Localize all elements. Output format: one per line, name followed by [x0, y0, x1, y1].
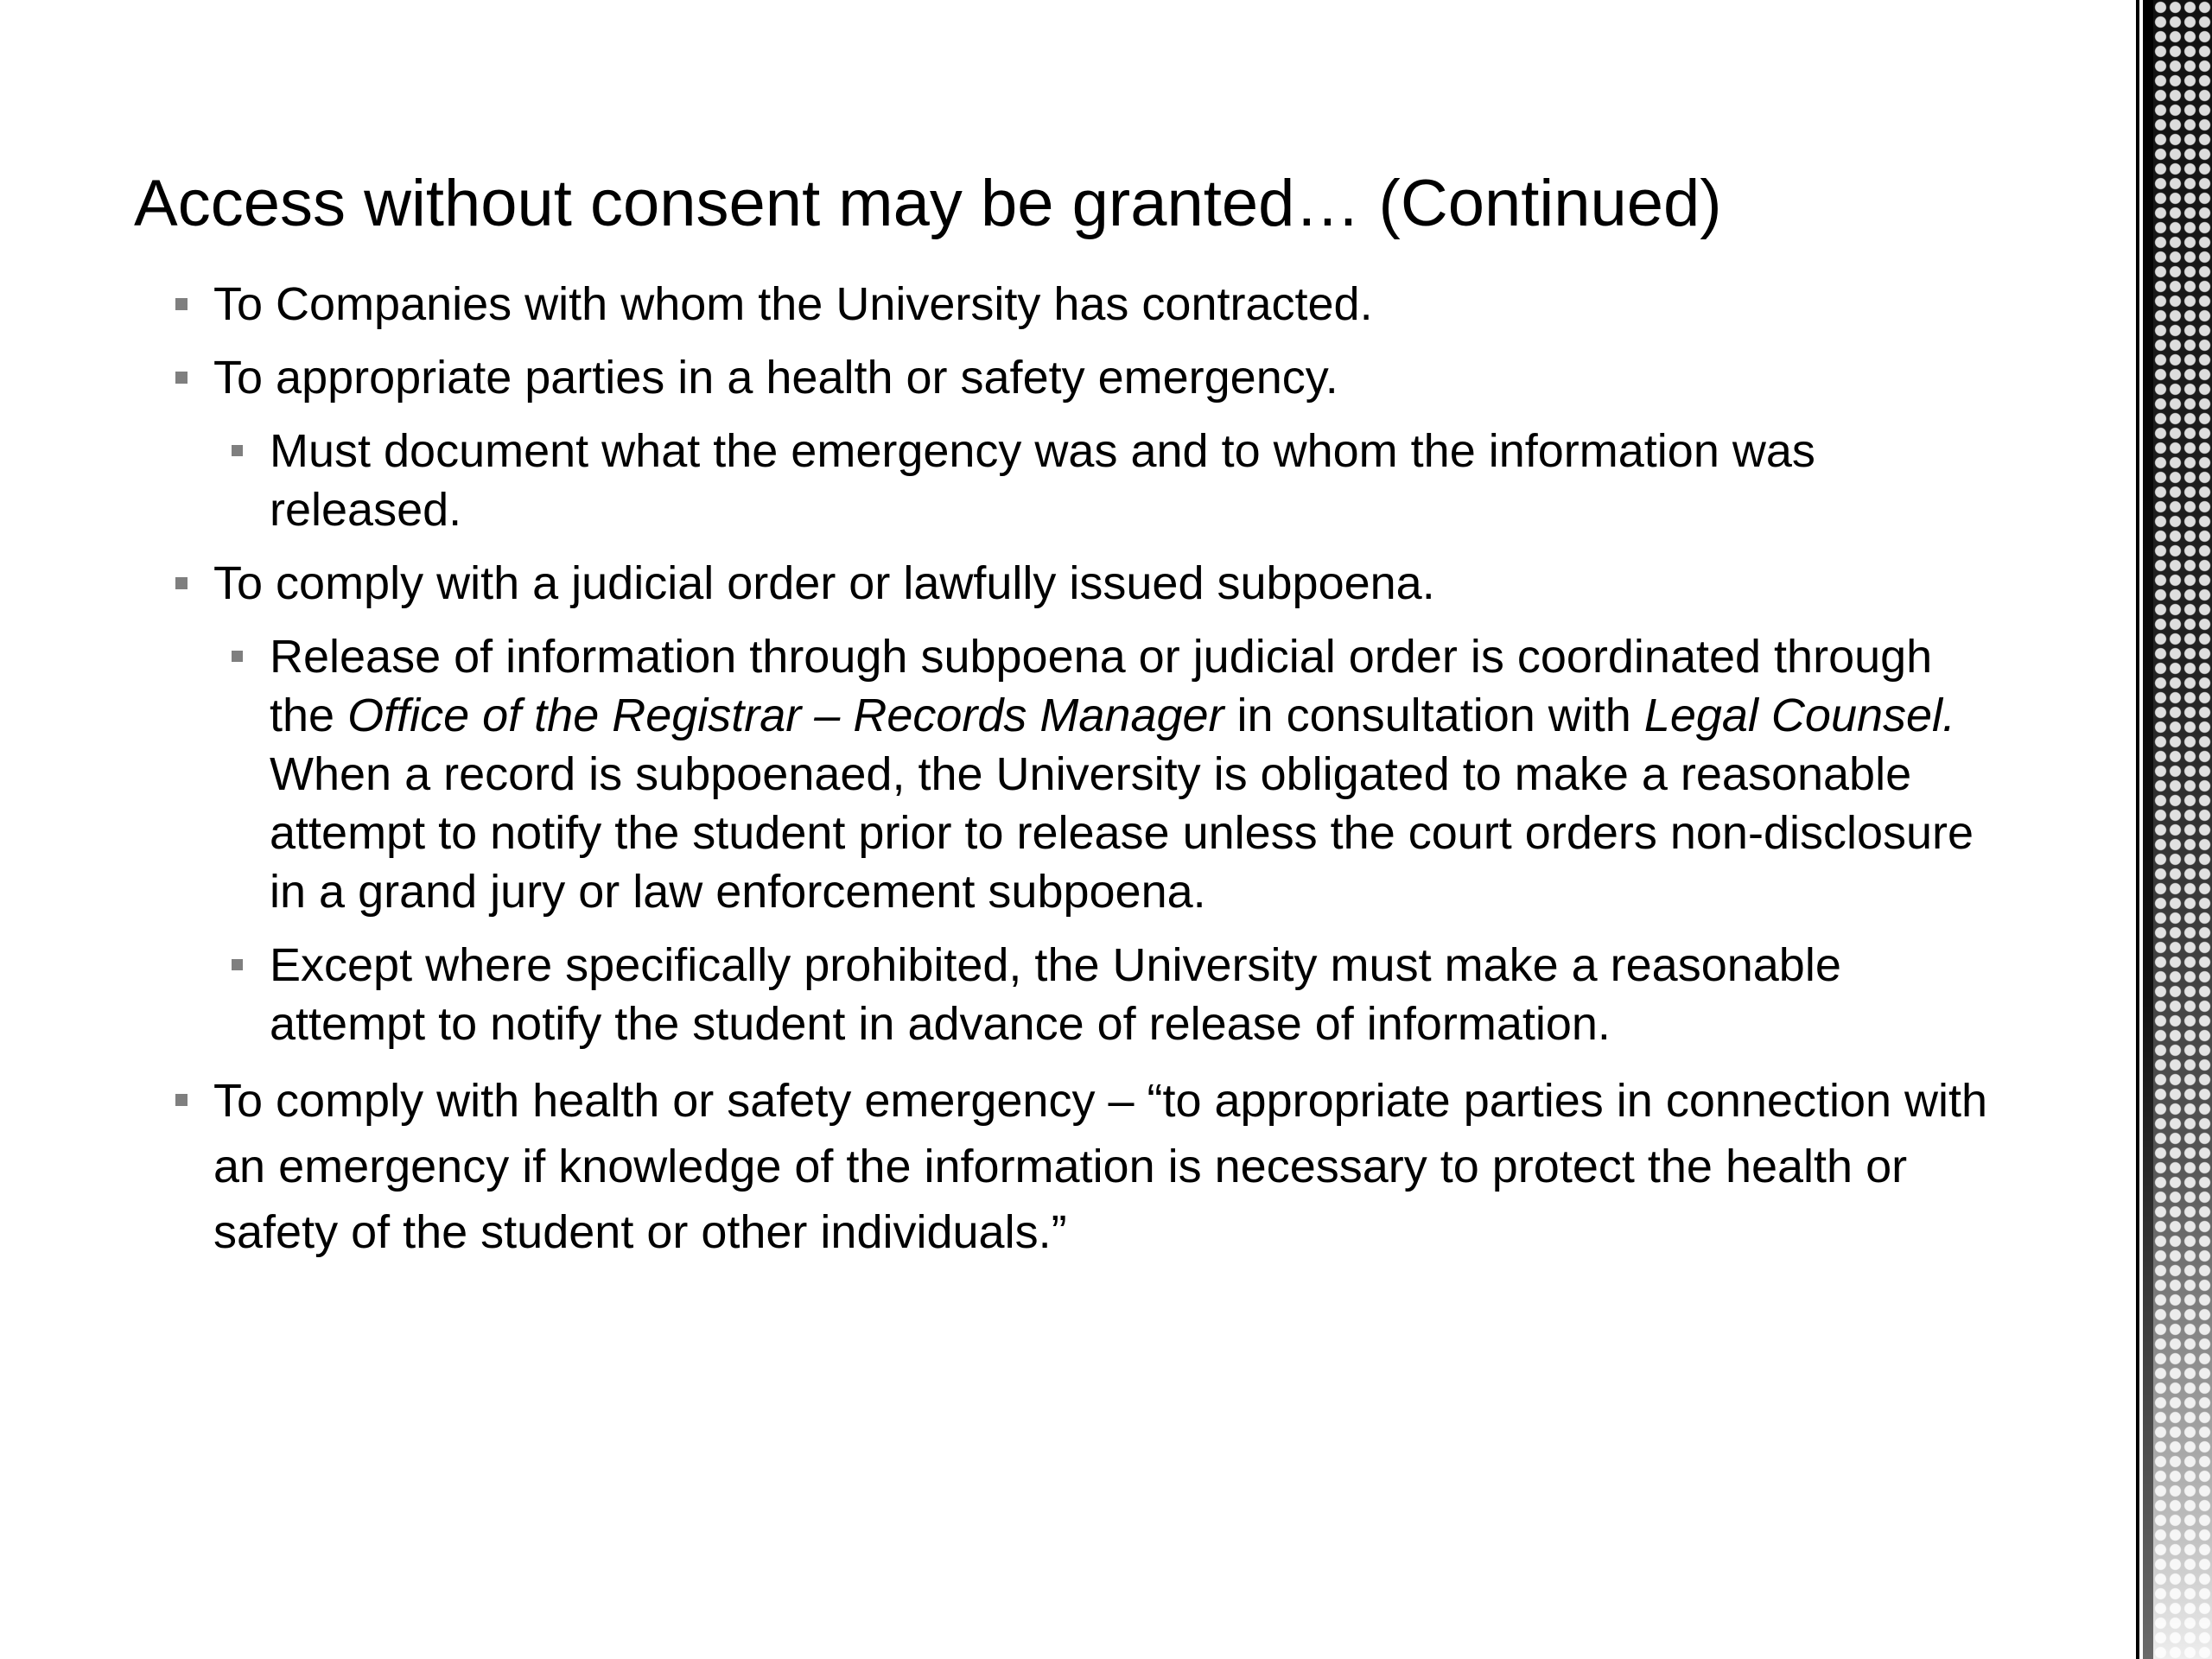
sub-bullet-item: [225, 422, 2000, 539]
bullet-text: To comply with a judicial order or lawfully issued subpoena.: [213, 557, 1435, 609]
text-segment: When a record is subpoenaed, the University is obligated to make a reasonable attempt to notify the student prior to release unless the court orders non-disclosure in a grand jury or law enforcement subpoena.: [270, 748, 1974, 918]
square-bullet-icon: [232, 445, 243, 456]
bullet-item: [168, 1068, 2000, 1265]
decorative-dot-pattern: [2153, 0, 2212, 1659]
legal-counsel-italic: Legal Counsel.: [1643, 690, 1956, 741]
square-bullet-icon: [232, 651, 243, 662]
slide-title: Access without consent may be granted… (Continued): [134, 167, 1722, 240]
bullet-text: To comply with health or safety emergency – “to appropriate parties in connection with an emergency if knowledge of the information is necessary to protect the health or safety of the student or other individuals.”: [213, 1075, 1988, 1258]
text-segment: Release of information through subpoena or judicial order is coordinated through the: [270, 631, 1933, 741]
bullet-item: [168, 275, 2000, 334]
slide-content: [168, 275, 2000, 1280]
decorative-edge-band: [2127, 0, 2212, 1659]
bullet-item: [168, 554, 2000, 613]
square-bullet-icon: [175, 1094, 188, 1106]
sub-bullet-item: [225, 627, 2000, 921]
sub-bullet-text: Except where specifically prohibited, the University must make a reasonable attempt to notify the student in advance of release of information.: [270, 939, 1841, 1050]
bullet-text: To Companies with whom the University has contracted.: [213, 278, 1373, 330]
bullet-item: [168, 348, 2000, 407]
square-bullet-icon: [175, 372, 188, 384]
text-segment: in consultation with: [1224, 690, 1644, 741]
sub-bullet-item: [225, 936, 2000, 1053]
sub-bullet-text: Must document what the emergency was and to whom the information was released.: [270, 425, 1815, 536]
sub-bullet-text: [270, 631, 1974, 918]
bullet-text: To appropriate parties in a health or safety emergency.: [213, 352, 1338, 404]
square-bullet-icon: [232, 959, 243, 970]
square-bullet-icon: [175, 577, 188, 589]
square-bullet-icon: [175, 298, 188, 310]
office-name-italic: Office of the Registrar – Records Manager: [347, 690, 1224, 741]
